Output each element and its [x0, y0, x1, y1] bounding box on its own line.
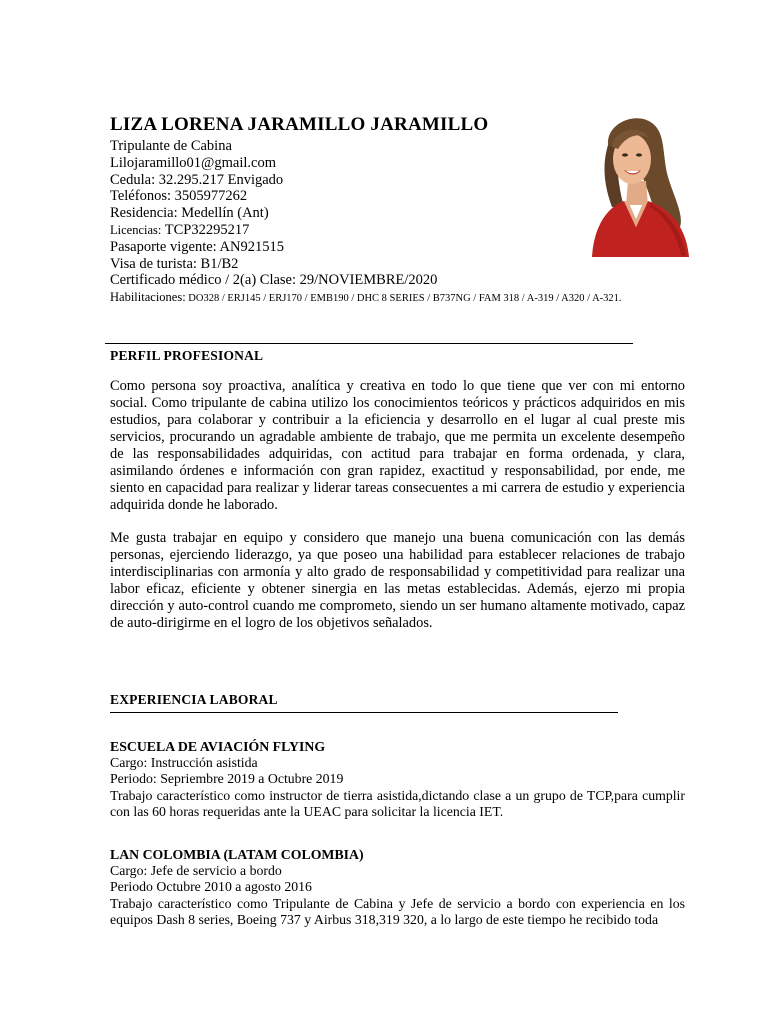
licenses-label: Licencias: [110, 222, 162, 237]
phones: Teléfonos: 3505977262 [110, 188, 248, 205]
id-number: Cedula: 32.295.217 Envigado [110, 171, 284, 188]
visa: Visa de turista: B1/B2 [110, 255, 239, 272]
passport: Pasaporte vigente: AN921515 [110, 238, 284, 255]
job-company: ESCUELA DE AVIACIÓN FLYING [110, 739, 326, 754]
job-period: Periodo: Sepriembre 2019 a Octubre 2019 [110, 771, 344, 787]
habilitations-value: DO328 / ERJ145 / ERJ170 / EMB190 / DHC 8 SERIES / B737NG / FAM 318 / A-319 / A320 / A-321. [185, 293, 622, 305]
habilitations [110, 289, 710, 308]
residence: Residencia: Medellín (Ant) [110, 205, 269, 222]
job-entry [110, 847, 685, 928]
profile-section-title: PERFIL PROFESIONAL [110, 348, 264, 363]
licenses-value: TCP32295217 [161, 221, 250, 238]
job-description: Trabajo característico como instructor de tierra asistida,dictando clase a un grupo de TCP,para cumplir con las 60 horas requeridas ante la UEAC para solicitar la licencia IET. [110, 787, 685, 819]
email: Lilojaramillo01@gmail.com [110, 154, 276, 171]
role: Tripulante de Cabina [110, 138, 232, 154]
medical-certificate: Certificado médico / 2(a) Clase: 29/NOVIEMBRE/2020 [110, 272, 438, 289]
portrait-image [588, 115, 689, 257]
profile-paragraph-2: Me gusta trabajar en equipo y considero que manejo una buena comunicación con las demás personas, ejerciendo liderazgo, ya que poseo una habilidad para establecer relaciones de trabajo interdisciplinarias con armonía y alto grado de responsabilidad y competitividad para realizar una labor eficaz, eficiente y obtener sinergia en las metas establecidas. Además, ejerzo mi propia dirección y auto-control cuando me comprometo, siendo un ser humano altamente motivado, capaz de auto-dirigirme en el logro de los objetivos señalados. [110, 530, 685, 631]
experience-section-title: EXPERIENCIA LABORAL [110, 692, 278, 707]
profile-photo [588, 115, 689, 257]
job-position: Cargo: Jefe de servicio a bordo [110, 863, 282, 879]
habilitations-label: Habilitaciones: [110, 290, 186, 305]
job-period: Periodo Octubre 2010 a agosto 2016 [110, 879, 312, 895]
experience-divider [110, 712, 618, 713]
job-position: Cargo: Instrucción asistida [110, 755, 258, 771]
job-description: Trabajo característico como Tripulante de Cabina y Jefe de servicio a bordo con experiencia en los equipos Dash 8 series, Boeing 737 y Airbus 318,319 320, a lo largo de este tiempo he recibido toda [110, 895, 685, 927]
job-company: LAN COLOMBIA (LATAM COLOMBIA) [110, 847, 364, 862]
header-divider [105, 343, 633, 344]
profile-paragraph-1: Como persona soy proactiva, analítica y creativa en todo lo que tiene que ver con mi entorno social. Como tripulante de cabina utilizo los conocimientos teóricos y prácticos adquiridos en mis estudios, para colaborar y contribuir a la eficiencia y desarrollo en el lugar al cual preste mis servicios, procurando un agradable ambiente de trabajo, que me permita un excelente desempeño de las responsabilidades adquiridas, con actitud para trabajar en forma ordenada, y clara, asimilando órdenes e información con gran rapidez, exactitud y responsabilidad, por ende, me siento en capacidad para realizar y liderar tareas consecuentes a mi carrera de estudio y experiencia adquirida donde he laborado. [110, 378, 685, 513]
job-entry [110, 739, 685, 820]
candidate-name: LIZA LORENA JARAMILLO JARAMILLO [110, 114, 489, 135]
